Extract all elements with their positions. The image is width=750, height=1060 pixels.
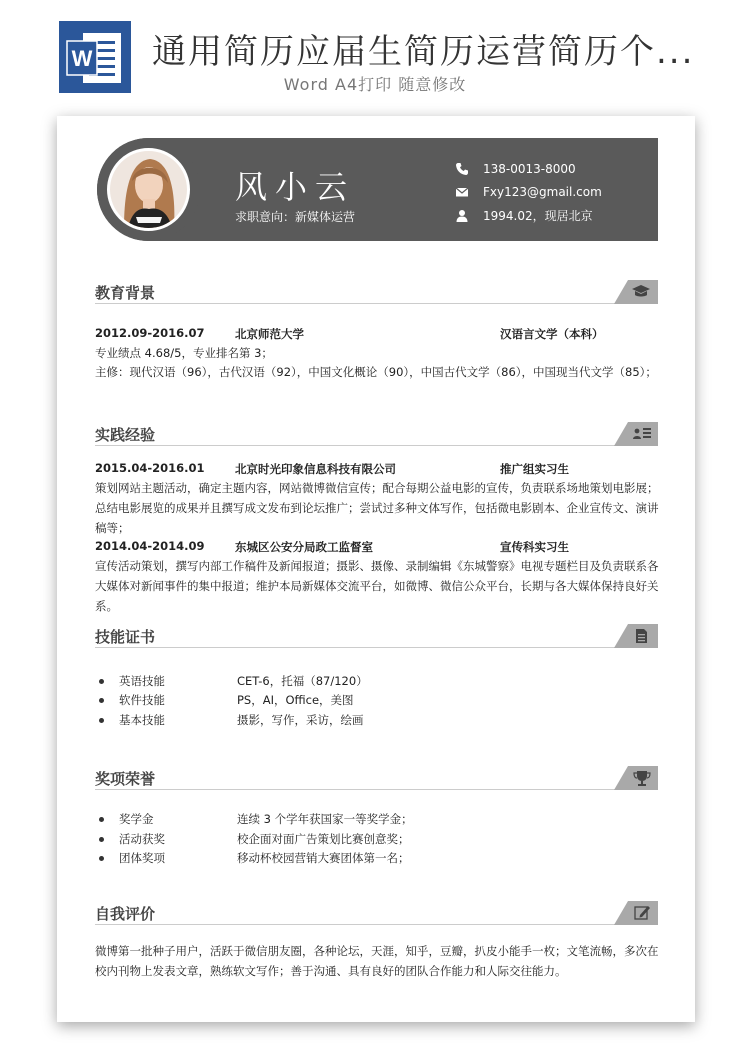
mail-icon [455,185,469,199]
exp-desc-2: 宣传活动策划，撰写内部工作稿件及新闻报道；摄影、摄像、录制编辑《东城警察》电视专题栏目及负责联系各大媒体对新闻事件的集中报道；维护本局新媒体交流平台，如微博、微信公众平台，长期与各大媒体保持良好关系。 [95,559,659,613]
section-title-awards: 奖项荣誉 [95,770,156,788]
skill-label: 基本技能 [119,713,165,727]
section-divider [95,303,615,304]
exp-date-2: 2014.04-2014.09 [95,539,205,553]
contact-email [455,185,602,199]
award-value: 移动杯校园营销大赛团体第一名； [237,851,410,865]
avatar [107,148,190,231]
job-intent: 求职意向：新媒体运营 [235,210,356,224]
id-card-icon [614,422,658,446]
phone-number: 138-0013-8000 [483,162,576,176]
section-title-experience: 实践经验 [95,426,156,444]
bullet-icon [99,837,104,842]
phone-icon [455,162,469,176]
resume-page [57,116,695,1022]
edit-icon [614,901,658,925]
section-title-self-evaluation: 自我评价 [95,905,156,923]
skill-value: CET-6，托福（87/120） [237,674,368,688]
birth-location: 1994.02，现居北京 [483,209,593,223]
document-title: 通用简历应届生简历运营简历个... [152,32,695,72]
award-label: 奖学金 [119,812,154,826]
section-divider [95,445,615,446]
award-label: 活动获奖 [119,832,165,846]
contact-info [455,207,593,224]
section-divider [95,647,615,648]
bullet-icon [99,718,104,723]
section-title-skills: 技能证书 [95,628,156,646]
section-divider [95,789,615,790]
exp-org-1: 北京时光印象信息科技有限公司 [235,462,396,476]
contact-phone [455,162,576,176]
award-label: 团体奖项 [119,851,165,865]
section-title-education: 教育背景 [95,284,156,302]
skill-label: 软件技能 [119,693,165,707]
document-subtitle: Word A4打印 随意修改 [283,75,467,94]
candidate-name: 风小云 [235,168,356,206]
bullet-icon [99,679,104,684]
self-evaluation-text: 微博第一批种子用户，活跃于微信朋友圈，各种论坛，天涯，知乎，豆瓣，扒皮小能手一枚；文笔流畅，多次在校内刊物上发表文章，熟练软文写作；善于沟通、具有良好的团队合作能力和人际交往能力。 [95,944,659,978]
person-icon [455,209,469,223]
email-address: Fxy123@gmail.com [483,185,602,199]
skill-label: 英语技能 [119,674,165,688]
document-icon [614,624,658,648]
bullet-icon [99,856,104,861]
trophy-icon [614,766,658,790]
skill-value: PS，AI，Office，美图 [237,693,354,707]
award-value: 连续 3 个学年获国家一等奖学金； [237,812,413,826]
exp-date-1: 2015.04-2016.01 [95,461,205,475]
bullet-icon [99,698,104,703]
graduation-cap-icon [614,280,658,304]
edu-major: 汉语言文学（本科） [500,327,604,341]
svg-text:W: W [71,46,93,71]
exp-role-2: 宣传科实习生 [500,540,569,554]
edu-date: 2012.09-2016.07 [95,326,205,340]
edu-courses: 主修：现代汉语（96），古代汉语（92），中国文化概论（90），中国古代文学（86），中国现当代文学（85）； [95,365,657,379]
edu-gpa: 专业绩点 4.68/5，专业排名第 3； [95,346,273,360]
exp-role-1: 推广组实习生 [500,462,569,476]
award-value: 校企面对面广告策划比赛创意奖； [237,832,410,846]
exp-org-2: 东城区公安分局政工监督室 [235,540,373,554]
skill-value: 摄影，写作，采访，绘画 [237,713,364,727]
section-divider [95,924,615,925]
exp-desc-1: 策划网站主题活动，确定主题内容，网站微博微信宣传；配合每期公益电影的宣传，负责联系场地策划电影展；总结电影展览的成果并且撰写成文发布到论坛推广；尝试过多种文体写作，包括微电影剧本、企业宣传文、演讲稿等； [95,481,659,535]
edu-school: 北京师范大学 [235,327,304,341]
bullet-icon [99,817,104,822]
